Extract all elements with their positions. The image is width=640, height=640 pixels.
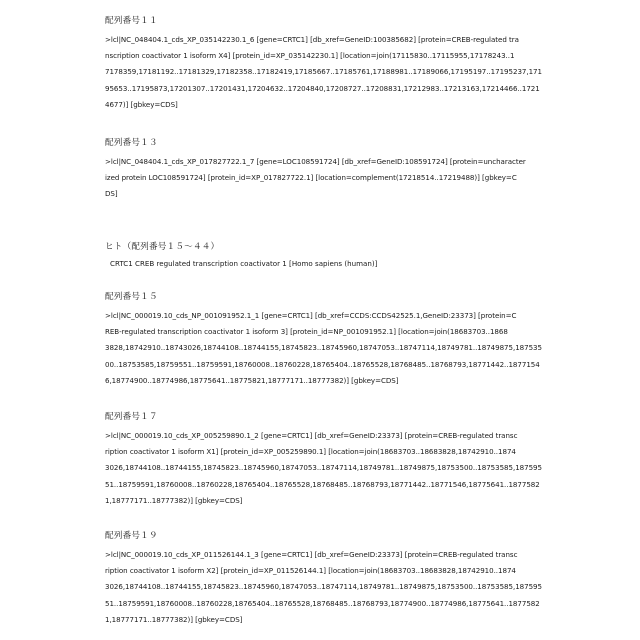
- seq-heading-11: 配列番号１１: [105, 16, 537, 27]
- seq-line: >lcl|NC_048404.1_cds_XP_017827722.1_7 [gene=LOC108591724] [db_xref=GeneID:108591724] [protein=uncharacter: [105, 154, 537, 170]
- seq-line: 1,18777171..18777382)] [gbkey=CDS]: [105, 612, 537, 628]
- seq-block-11: [105, 16, 537, 113]
- seq-line: ription coactivator 1 isoform X2] [protein_id=XP_011526144.1] [location=join(18683703..18683828,18742910..1874: [105, 563, 537, 579]
- seq-block-17: [105, 412, 537, 509]
- seq-line: 1,18777171..18777382)] [gbkey=CDS]: [105, 493, 537, 509]
- seq-line: >lcl|NC_048404.1_cds_XP_035142230.1_6 [gene=CRTC1] [db_xref=GeneID:100385682] [protein=CREB-regulated tra: [105, 32, 537, 48]
- seq-line: 6,18774900..18774986,18775641..18775821,18777171..18777382)] [gbkey=CDS]: [105, 373, 537, 389]
- seq-block-15: [105, 292, 537, 389]
- human-section: [105, 242, 537, 253]
- seq-line: 4677)] [gbkey=CDS]: [105, 97, 537, 113]
- seq-line: 00..18753585,18759551..18759591,18760008..18760228,18765404..18765528,18768485..18768793,18771442..1877154: [105, 357, 537, 373]
- human-section-heading: ヒト（配列番号１５～４４）: [105, 242, 537, 253]
- seq-heading-17: 配列番号１７: [105, 412, 537, 423]
- seq-line: 3026,18744108..18744155,18745823..18745960,18747053..18747114,18749781..18749875,18753500..18753585,187595: [105, 460, 537, 476]
- seq-line: 95653..17195873,17201307..17201431,17204632..17204840,17208727..17208831,17212983..17213163,17214466..1721: [105, 81, 537, 97]
- seq-line: nscription coactivator 1 isoform X4] [protein_id=XP_035142230.1] [location=join(17115830..17115955,17178243..1: [105, 48, 537, 64]
- seq-heading-19: 配列番号１９: [105, 531, 537, 542]
- seq-line: REB-regulated transcription coactivator 1 isoform 3] [protein_id=NP_001091952.1] [location=join(18683703..1868: [105, 324, 537, 340]
- seq-line: >lcl|NC_000019.10_cds_XP_011526144.1_3 [gene=CRTC1] [db_xref=GeneID:23373] [protein=CREB-regulated transc: [105, 547, 537, 563]
- seq-line: 51..18759591,18760008..18760228,18765404..18765528,18768485..18768793,18774900..18774986,18775641..1877582: [105, 596, 537, 612]
- document-page: [0, 0, 640, 640]
- seq-line: DS]: [105, 186, 537, 202]
- seq-line: >lcl|NC_000019.10_cds_NP_001091952.1_1 [gene=CRTC1] [db_xref=CCDS:CCDS42525.1,GeneID:23373] [protein=C: [105, 308, 537, 324]
- seq-block-19: [105, 531, 537, 628]
- human-gene-subtitle: CRTC1 CREB regulated transcription coactivator 1 [Homo sapiens (human)]: [110, 259, 377, 269]
- seq-line: ized protein LOC108591724] [protein_id=XP_017827722.1] [location=complement(17218514..17219488)] [gbkey=C: [105, 170, 537, 186]
- seq-line: 7178359,17181192..17181329,17182358..17182419,17185667..17185761,17188981..17189066,17195197..17195237,171: [105, 64, 537, 80]
- seq-heading-13: 配列番号１３: [105, 138, 537, 149]
- seq-line: 3026,18744108..18744155,18745823..18745960,18747053..18747114,18749781..18749875,18753500..18753585,187595: [105, 579, 537, 595]
- seq-line: 51..18759591,18760008..18760228,18765404..18765528,18768485..18768793,18771442..18771546,18775641..1877582: [105, 477, 537, 493]
- seq-heading-15: 配列番号１５: [105, 292, 537, 303]
- seq-block-13: [105, 138, 537, 203]
- seq-line: ription coactivator 1 isoform X1] [protein_id=XP_005259890.1] [location=join(18683703..18683828,18742910..1874: [105, 444, 537, 460]
- seq-line: >lcl|NC_000019.10_cds_XP_005259890.1_2 [gene=CRTC1] [db_xref=GeneID:23373] [protein=CREB-regulated transc: [105, 428, 537, 444]
- seq-line: 3828,18742910..18743026,18744108..18744155,18745823..18745960,18747053..18747114,18749781..18749875,187535: [105, 340, 537, 356]
